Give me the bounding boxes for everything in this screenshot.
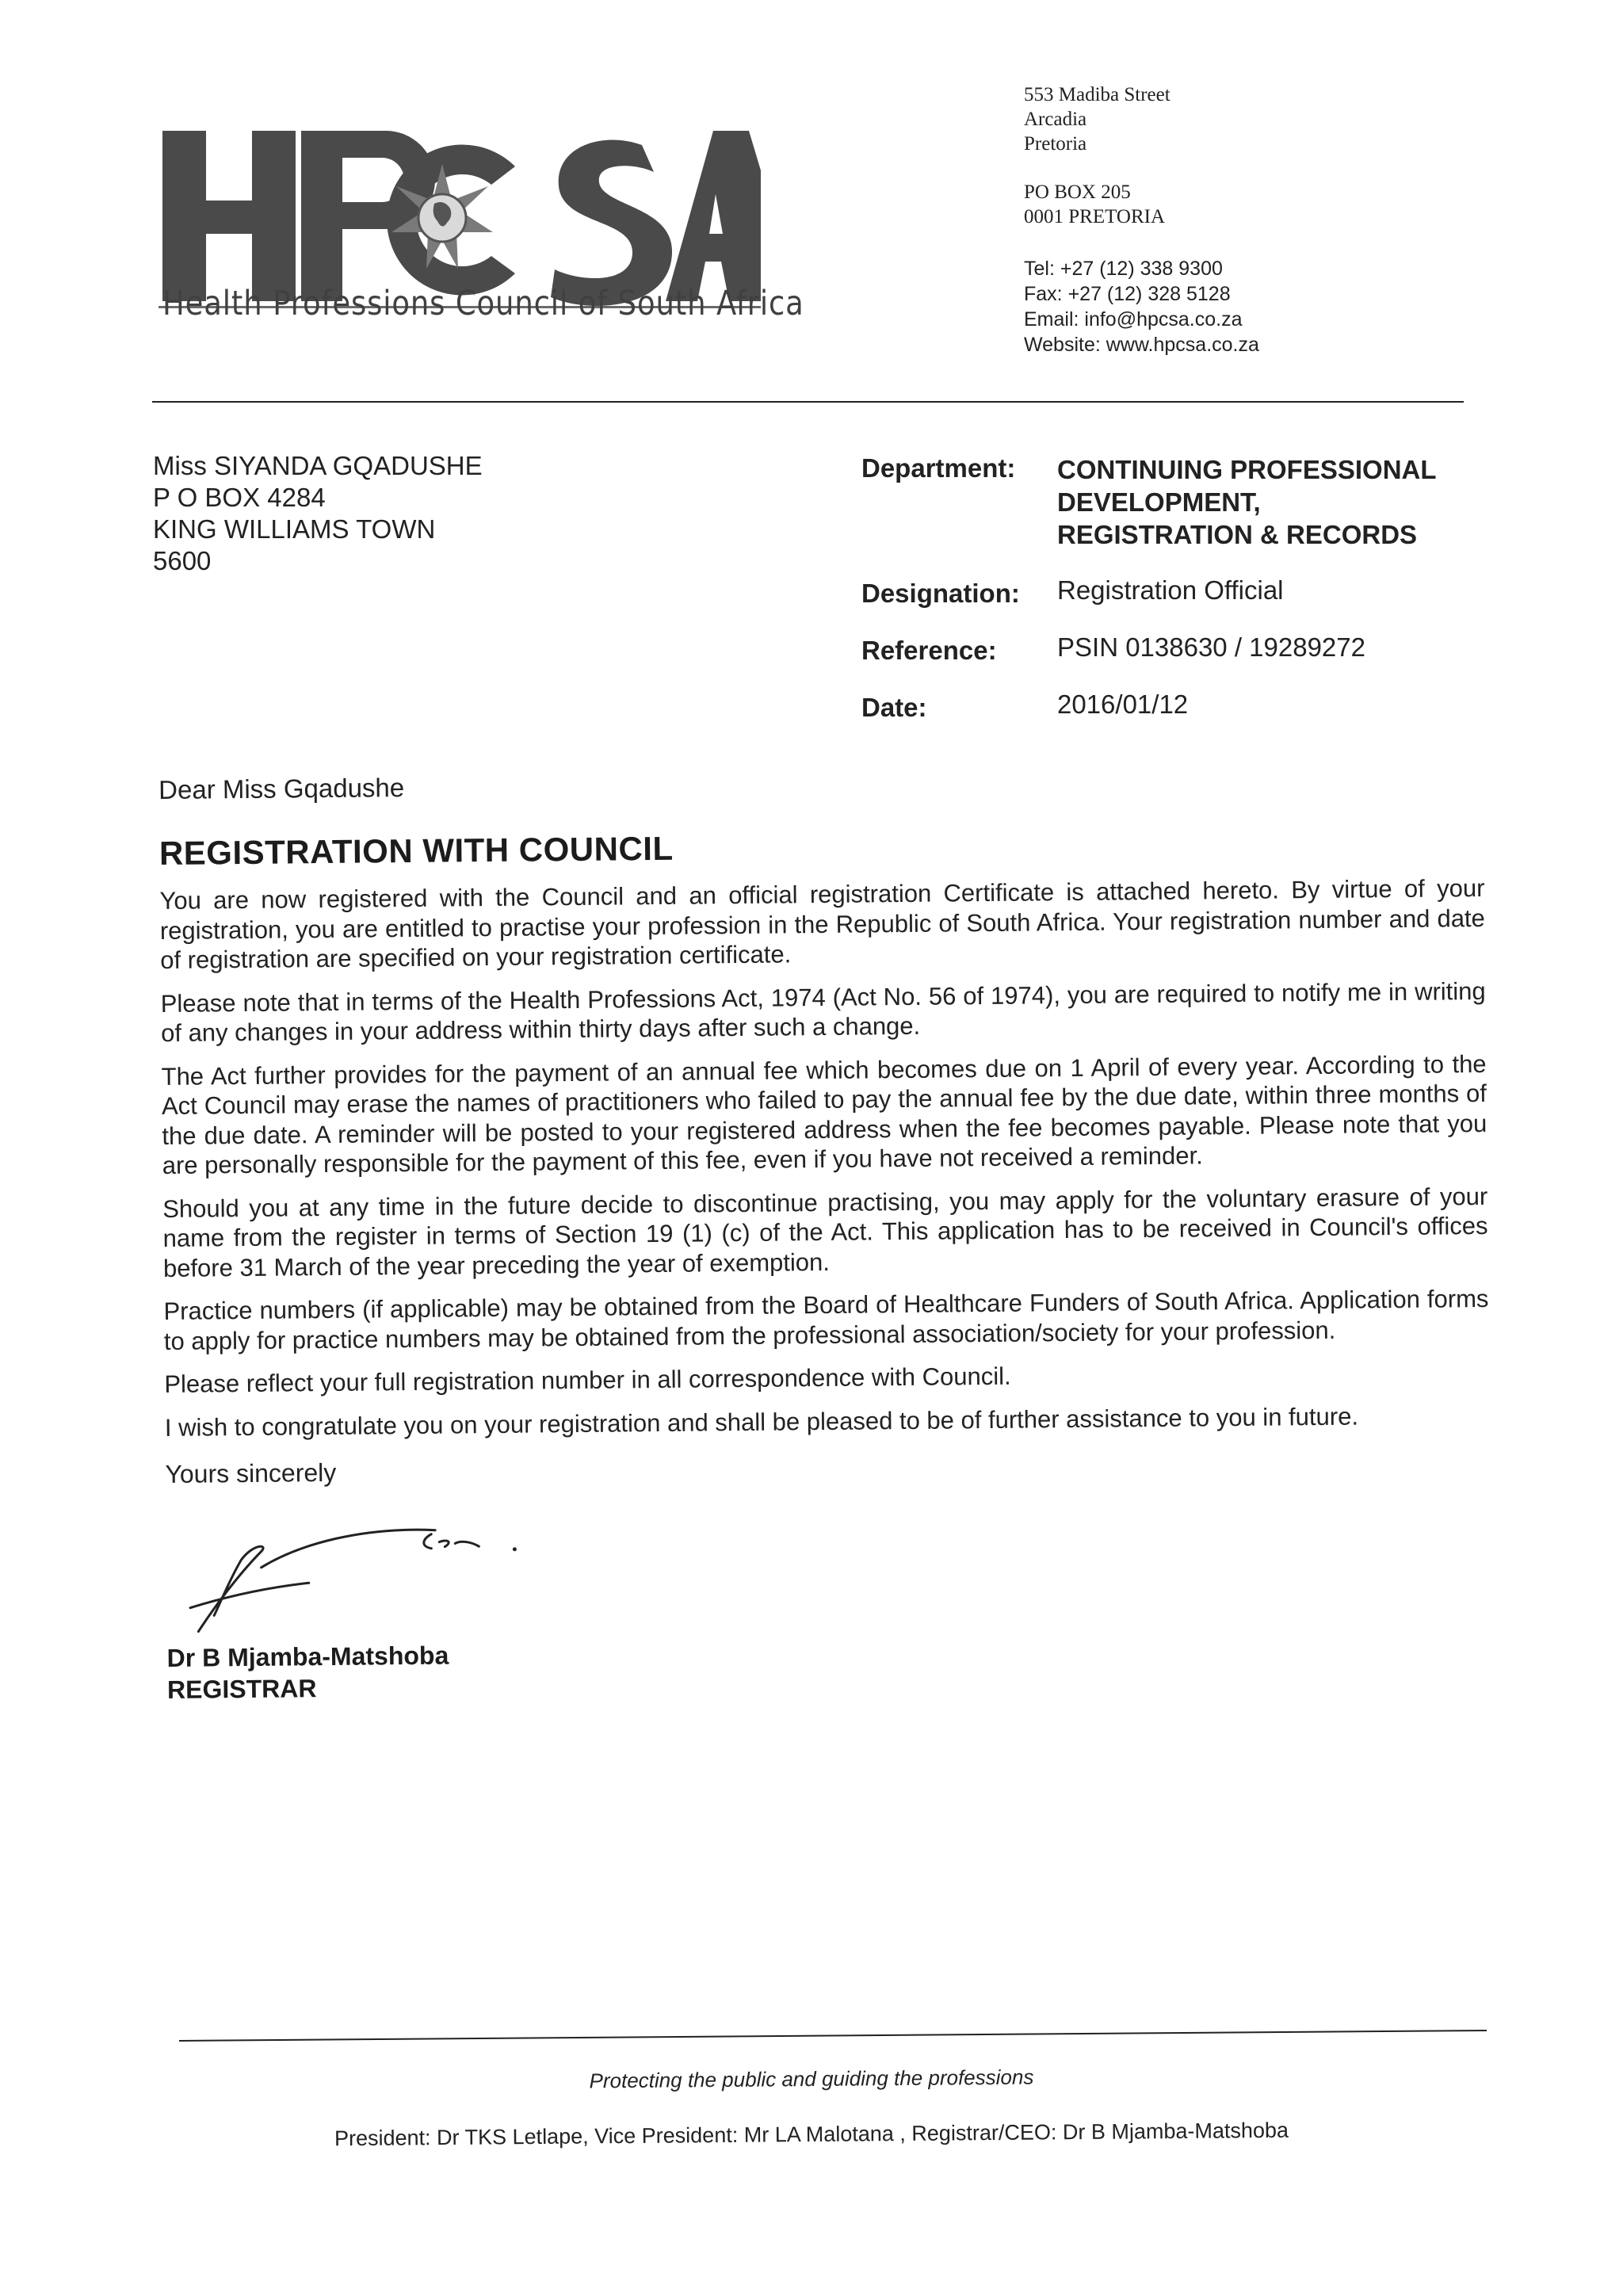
signer-title: REGISTRAR — [166, 1674, 317, 1704]
recipient-address — [153, 450, 483, 577]
designation-label: Designation: — [861, 579, 1020, 608]
date-label: Date: — [861, 693, 927, 722]
department-line: CONTINUING PROFESSIONAL — [1057, 455, 1437, 484]
footer-divider — [179, 2030, 1487, 2042]
street-address-line: 553 Madiba Street — [1024, 84, 1170, 105]
telephone: Tel: +27 (12) 338 9300 — [1024, 258, 1223, 280]
designation-value: Registration Official — [1057, 575, 1284, 605]
postal-address-line: PO BOX 205 — [1024, 181, 1131, 203]
body-paragraph: I wish to congratulate you on your registration and shall be pleased to be of further assistance to you in future. — [164, 1402, 1359, 1442]
signer-name: Dr B Mjamba-Matshoba — [166, 1641, 449, 1672]
contact-block — [1024, 82, 1420, 357]
department-value — [1057, 453, 1437, 551]
body-paragraph: Should you at any time in the future decide to discontinue practising, you may apply for the voluntary erasure of your name from the register in terms of Section 19 (1) (c) of the Act. This application has to be received in Council's offices before 31 March of the year preceding the year of exemption. — [162, 1182, 1488, 1282]
fax: Fax: +27 (12) 328 5128 — [1024, 283, 1231, 305]
header-divider — [152, 401, 1464, 403]
recipient-address-line: P O BOX 4284 — [153, 483, 326, 512]
recipient-address-line: KING WILLIAMS TOWN — [153, 514, 436, 544]
department-label: Department: — [861, 453, 1016, 483]
salutation: Dear Miss Gqadushe — [158, 773, 405, 804]
postal-address-line: 0001 PRETORIA — [1024, 206, 1166, 227]
closing: Yours sincerely — [165, 1457, 337, 1488]
body-paragraph: Please reflect your full registration number in all correspondence with Council. — [164, 1362, 1011, 1398]
recipient-address-line: 5600 — [153, 546, 212, 575]
website: Website: www.hpcsa.co.za — [1024, 334, 1259, 356]
reference-label: Reference: — [861, 636, 997, 665]
reference-value: PSIN 0138630 / 19289272 — [1057, 632, 1365, 662]
handwritten-signature — [166, 1517, 610, 1640]
footer-officers: President: Dr TKS Letlape, Vice President: Mr LA Malotana , Registrar/CEO: Dr B Mjamba-Matshoba — [334, 2118, 1289, 2151]
letter-heading: REGISTRATION WITH COUNCIL — [158, 829, 674, 872]
body-paragraph: Practice numbers (if applicable) may be obtained from the Board of Healthcare Funders of South Africa. Application forms to apply for practice numbers may be obtained from the professional association/society for your profession. — [163, 1284, 1489, 1355]
body-paragraph: Please note that in terms of the Health Professions Act, 1974 (Act No. 56 of 1974), you are required to notify me in writing of any changes in your address within thirty days after such a change. — [160, 976, 1486, 1047]
email: Email: info@hpcsa.co.za — [1024, 308, 1243, 330]
body-paragraph: You are now registered with the Council and an official registration Certificate is attached hereto. By virtue of your registration, you are entitled to practise your profession in the Republic of South Africa. Your registration number and date of registration are specified on your registration certificate. — [159, 873, 1485, 974]
street-address-line: Arcadia — [1024, 109, 1087, 130]
date-value: 2016/01/12 — [1057, 690, 1189, 719]
department-line: REGISTRATION & RECORDS — [1057, 520, 1418, 549]
department-line: DEVELOPMENT, — [1057, 487, 1261, 517]
body-paragraph: The Act further provides for the payment of an annual fee which becomes due on 1 April of every year. According to the Act Council may erase the names of practitioners who failed to pay the annual fee by the due date, within three months of the due date. A reminder will be posted to your registered address when the fee becomes payable. Please note that you are personally responsible for the payment of this fee, even if you have not received a reminder. — [161, 1049, 1487, 1179]
signatory — [167, 1629, 1493, 1706]
letter-body — [158, 762, 1492, 1706]
organisation-name: Health Professions Council of South Africa — [162, 284, 804, 323]
street-address-line: Pretoria — [1024, 133, 1087, 155]
footer-tagline: Protecting the public and guiding the professions — [589, 2065, 1034, 2093]
recipient-name: Miss SIYANDA GQADUSHE — [153, 451, 483, 480]
